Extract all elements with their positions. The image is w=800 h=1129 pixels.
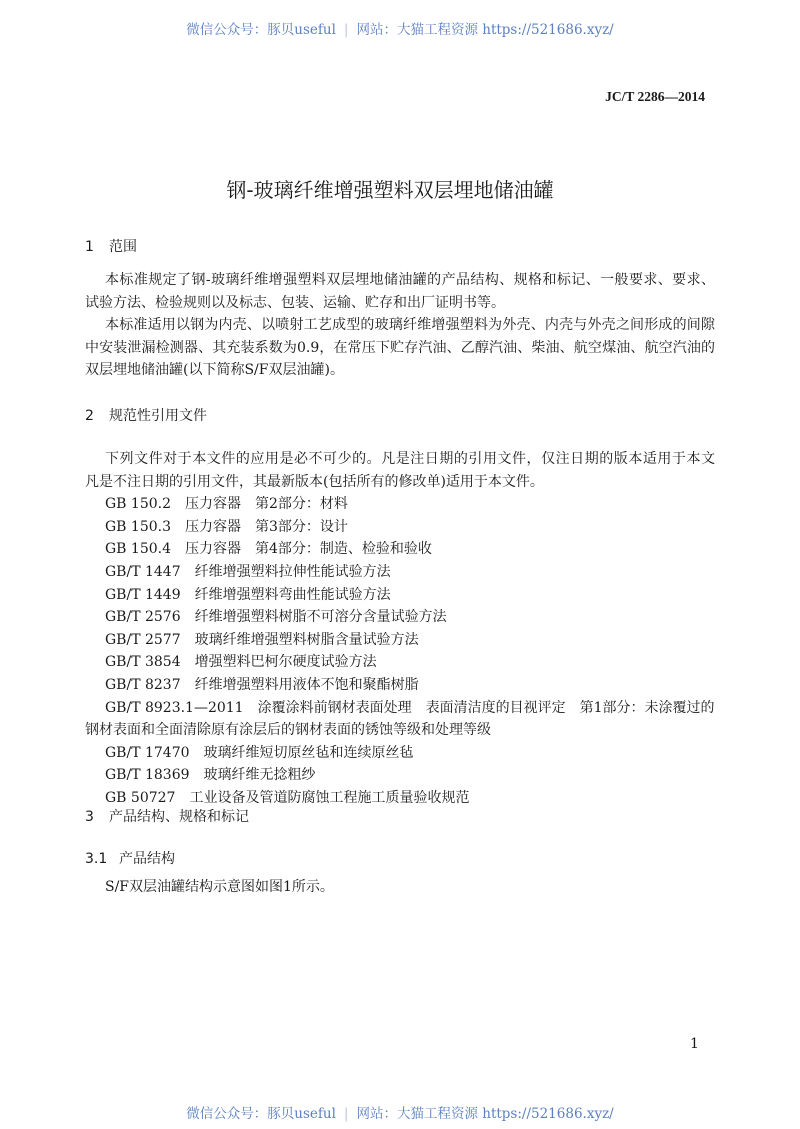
watermark-right: 网站：大猫工程资源 https://521686.xyz/ [356,22,614,38]
reference-code: GB 50727 [105,789,176,806]
watermark-right: 网站：大猫工程资源 https://521686.xyz/ [356,1106,614,1122]
reference-item [85,697,715,720]
section-number: 1 [85,239,94,255]
reference-item [85,606,715,629]
reference-code: GB/T 18369 [105,767,190,784]
watermark-separator: | [343,22,349,38]
reference-item [85,561,715,584]
reference-item [85,538,715,561]
paragraph-line: 中安装泄漏检测器、其充装系数为0.9，在常压下贮存汽油、乙醇汽油、柴油、航空煤油、航空汽油的 [85,339,715,356]
reference-item [85,584,715,607]
paragraph-line: 凡是不注日期的引用文件，其最新版本(包括所有的修改单)适用于本文件。 [85,473,544,490]
section-number: 3.1 [85,851,108,867]
section-3-1-body [85,876,715,899]
section-title: 产品结构、规格和标记 [109,809,249,825]
reference-title: 玻璃纤维无捻粗纱 [203,767,316,784]
reference-code: GB/T 2577 [105,631,181,648]
watermark-bottom [0,1102,800,1122]
reference-item [85,493,715,516]
reference-title: 压力容器 第3部分：设计 [185,518,348,535]
section-1-heading [85,236,137,256]
reference-code: GB 150.3 [105,518,172,535]
watermark-top [0,18,800,38]
reference-code: GB 150.4 [105,541,172,558]
section-number: 2 [85,408,94,424]
watermark-separator: | [343,1106,349,1122]
section-title: 产品结构 [119,851,175,867]
reference-item [85,651,715,674]
paragraph-line: 下列文件对于本文件的应用是必不可少的。凡是注日期的引用文件，仅注日期的版本适用于本文 [105,451,715,467]
section-title: 范围 [109,239,137,255]
reference-title: 玻璃纤维增强塑料树脂含量试验方法 [194,631,419,648]
reference-code: GB 150.2 [105,496,172,513]
reference-title: 纤维增强塑料用液体不饱和聚酯树脂 [194,676,419,693]
reference-continuation: 钢材表面和全面清除原有涂层后的钢材表面的锈蚀等级和处理等级 [85,722,491,739]
document-title: 钢-玻璃纤维增强塑料双层埋地储油罐 [226,178,554,202]
section-title: 规范性引用文件 [109,408,207,424]
reference-title: 纤维增强塑料拉伸性能试验方法 [194,563,391,580]
paragraph-line: 本标准适用以钢为内壳、以喷射工艺成型的玻璃纤维增强塑料为外壳、内壳与外壳之间形成的间隙 [105,317,715,334]
paragraph-line: 试验方法、检验规则以及标志、包装、运输、贮存和出厂证明书等。 [85,294,505,311]
reference-item [85,742,715,765]
reference-code: GB/T 1449 [105,586,181,603]
paragraph-line: 本标准规定了钢-玻璃纤维增强塑料双层埋地储油罐的产品结构、规格和标记、一般要求、要求、 [105,272,715,288]
section-2-heading [85,405,207,425]
reference-code: GB/T 3854 [105,654,181,671]
reference-title: 玻璃纤维短切原丝毡和连续原丝毡 [203,744,414,761]
reference-title: 压力容器 第4部分：制造、检验和验收 [185,541,432,558]
section-number: 3 [85,809,94,825]
paragraph-line: 双层埋地储油罐(以下简称S/F双层油罐)。 [85,362,344,379]
reference-title: 压力容器 第2部分：材料 [185,496,348,513]
reference-code: GB/T 17470 [105,744,190,761]
paragraph-line: S/F双层油罐结构示意图如图1所示。 [105,879,334,895]
section-3-heading [85,806,249,826]
reference-code: GB/T 1447 [105,563,181,580]
reference-title: 纤维增强塑料弯曲性能试验方法 [194,586,391,603]
reference-title: 增强塑料巴柯尔硬度试验方法 [194,654,377,671]
watermark-left: 微信公众号：豚贝useful [186,22,336,38]
watermark-left: 微信公众号：豚贝useful [186,1106,336,1122]
reference-item [85,629,715,652]
reference-code: GB/T 8237 [105,676,181,693]
reference-item [85,516,715,539]
reference-item [85,674,715,697]
reference-title: 工业设备及管道防腐蚀工程施工质量验收规范 [189,789,470,806]
reference-code: GB/T 2576 [105,609,181,626]
reference-item [85,764,715,787]
section-2-body [85,448,715,810]
reference-title: 涂覆涂料前钢材表面处理 表面清洁度的目视评定 第1部分：未涂覆过的 [257,699,715,716]
section-3-1-heading [85,848,175,868]
page-number: 1 [690,1036,699,1052]
section-1-body [85,269,715,382]
standard-number: JC/T 2286—2014 [605,89,705,104]
reference-title: 纤维增强塑料树脂不可溶分含量试验方法 [194,609,447,626]
reference-code: GB/T 8923.1—2011 [105,699,244,716]
